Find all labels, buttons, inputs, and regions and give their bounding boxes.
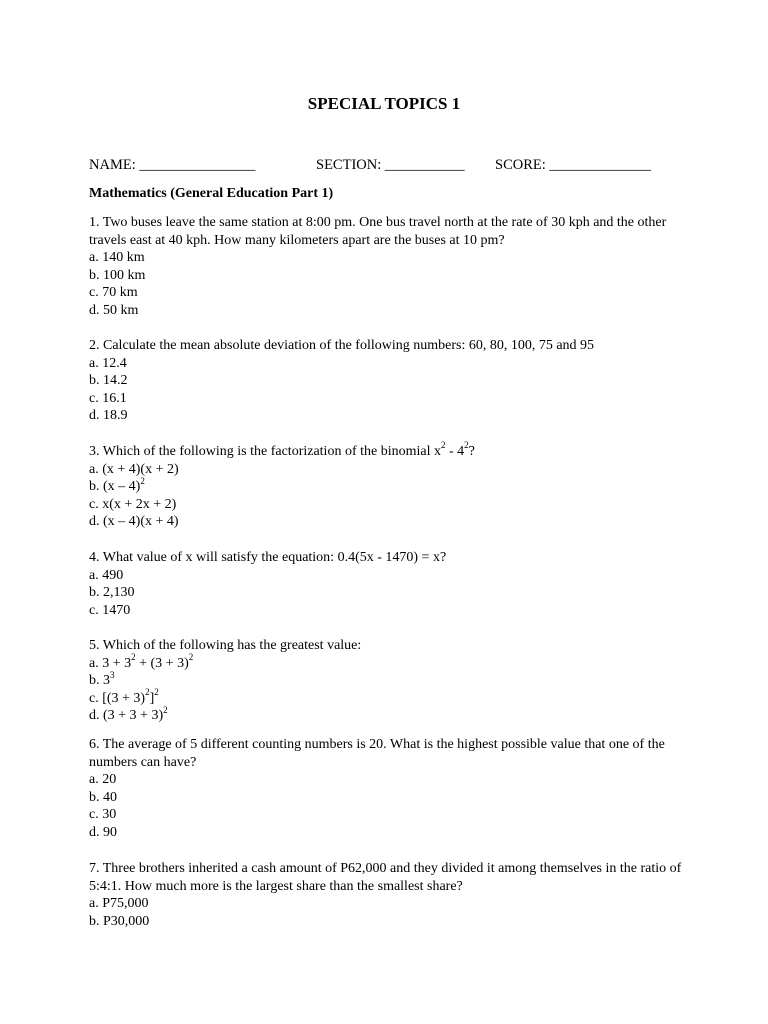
answer-option: c. 30 — [89, 807, 117, 823]
answer-option: c. 1470 — [89, 602, 131, 618]
answer-option: d. 50 km — [89, 302, 139, 318]
question-7 — [89, 860, 689, 930]
subject-heading: Mathematics (General Education Part 1) — [89, 186, 334, 201]
name-field-label: NAME: ________________ — [89, 157, 256, 173]
question-2 — [89, 337, 689, 425]
answer-option: a. 20 — [89, 772, 117, 788]
answer-option: d. $(3 + 3 + 3)^2$ — [89, 704, 168, 724]
answer-option: a. 140 km — [89, 250, 145, 266]
question-1 — [89, 214, 689, 320]
answer-option: b. 2,130 — [89, 585, 135, 601]
answer-option: b. P30,000 — [89, 913, 150, 929]
answer-option: b. 40 — [89, 789, 117, 805]
answer-option: a. 490 — [89, 567, 124, 583]
answer-option: a. 12.4 — [89, 355, 127, 371]
answer-option: b. 100 km — [89, 267, 146, 283]
question-text: 7. Three brothers inherited a cash amount of P62,000 and they divided it among themselves in the ratio of 5:4:1. How much more is the largest share than the smallest share? — [89, 861, 682, 894]
answer-option: c. 70 km — [89, 285, 138, 301]
question-text: 5. Which of the following has the greatest value: — [89, 638, 362, 653]
answer-option: b. 14.2 — [89, 373, 128, 389]
answer-option: a. P75,000 — [89, 896, 149, 912]
answer-option: a. $3 + 3^2 + (3 + 3)^2$ — [89, 651, 194, 671]
section-field-label: SECTION: ___________ — [316, 157, 465, 173]
question-6 — [89, 736, 689, 842]
answer-option: c. 16.1 — [89, 390, 127, 406]
answer-option: d. (x – 4)(x + 4) — [89, 514, 179, 530]
question-text: 3. Which of the following is the factorization of the binomial $x^2 - 4^2$? — [89, 440, 475, 459]
answer-option: b. $3^3$ — [89, 669, 115, 689]
question-3 — [89, 440, 689, 531]
score-field-label: SCORE: ______________ — [495, 157, 651, 173]
answer-option: d. 18.9 — [89, 408, 128, 424]
answer-option: c. $[(3 + 3)^2]^2$ — [89, 687, 159, 706]
answer-option: b. (x – 4)$^2$ — [89, 475, 145, 495]
question-5 — [89, 637, 689, 725]
page-title: SPECIAL TOPICS 1 — [307, 94, 461, 113]
question-text: 1. Two buses leave the same station at 8:00 pm. One bus travel north at the rate of 30 kph and the other travels east at 40 kph. How many kilometers apart are the buses at 10 pm? — [89, 215, 667, 248]
question-text: 6. The average of 5 different counting numbers is 20. What is the highest possible value that one of the numbers can have? — [89, 737, 665, 770]
question-4 — [89, 549, 689, 619]
question-text: 2. Calculate the mean absolute deviation of the following numbers: 60, 80, 100, 75 and 95 — [89, 338, 595, 353]
question-text: 4. What value of x will satisfy the equation: 0.4(5x - 1470) = x? — [89, 550, 447, 565]
answer-option: d. 90 — [89, 824, 117, 840]
answer-option: c. x(x + 2x + 2) — [89, 496, 177, 512]
answer-option: a. (x + 4)(x + 2) — [89, 461, 179, 477]
